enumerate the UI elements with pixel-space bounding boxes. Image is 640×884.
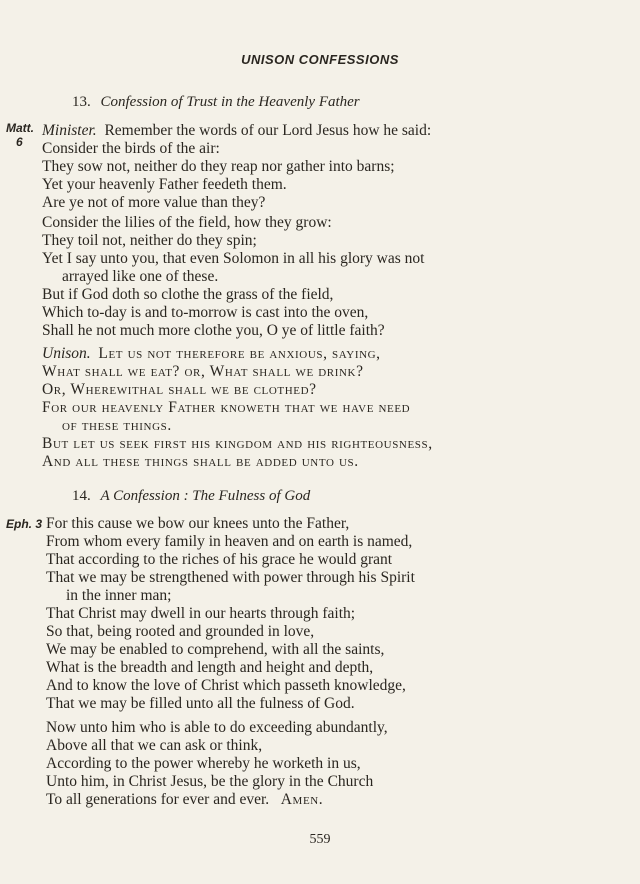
speaker-minister: Minister.: [42, 122, 97, 139]
unison-line: [42, 345, 381, 363]
unison-verse-line: And all these things shall be added unto us.: [42, 453, 359, 470]
doxology-line: According to the power whereby he worketh in us,: [46, 755, 361, 772]
verse-line: That according to the riches of his grace he would grant: [46, 551, 393, 568]
doxology-final-line: [46, 791, 323, 809]
scripture-ref-book: Matt.: [6, 121, 34, 135]
verse-line: That we may be strengthened with power through his Spirit: [46, 569, 415, 586]
verse-line: For this cause we bow our knees unto the Father,: [46, 515, 350, 532]
verse-line-continued: in the inner man;: [66, 587, 172, 604]
page-header: UNISON CONFESSIONS: [241, 52, 399, 67]
verse-line: That Christ may dwell in our hearts through faith;: [46, 605, 356, 622]
doxology-line: Above all that we can ask or think,: [46, 737, 263, 754]
verse-line: They toil not, neither do they spin;: [42, 232, 257, 249]
scripture-ref-matt: [6, 121, 34, 149]
section-13-number: 13.: [72, 94, 91, 110]
final-line-text: To all generations for ever and ever.: [46, 791, 270, 808]
unison-verse-line: What shall we eat? or, What shall we drink?: [42, 363, 364, 380]
verse-line-continued: arrayed like one of these.: [62, 268, 219, 285]
section-14-heading: [72, 488, 310, 505]
doxology-line: Now unto him who is able to do exceeding abundantly,: [46, 719, 388, 736]
verse-line: So that, being rooted and grounded in love,: [46, 623, 315, 640]
verse-line: Are ye not of more value than they?: [42, 194, 266, 211]
scripture-ref-chapter: 6: [16, 135, 23, 149]
section-14-number: 14.: [72, 488, 91, 504]
minister-text: Remember the words of our Lord Jesus how he said:: [104, 122, 432, 139]
verse-line: But if God doth so clothe the grass of the field,: [42, 286, 334, 303]
unison-verse-line: But let us seek first his kingdom and his righteousness,: [42, 435, 433, 452]
section-13-heading: [72, 94, 360, 111]
section-14-title: A Confession : The Fulness of God: [100, 488, 311, 504]
page-number: 559: [309, 832, 331, 847]
unison-verse-line-continued: of these things.: [62, 417, 172, 434]
minister-line: [42, 122, 431, 140]
section-13-title: Confession of Trust in the Heavenly Father: [100, 94, 360, 110]
verse-line: Yet your heavenly Father feedeth them.: [42, 176, 287, 193]
unison-verse-line: For our heavenly Father knoweth that we have need: [42, 399, 411, 416]
verse-line: Shall he not much more clothe you, O ye of little faith?: [42, 322, 385, 339]
verse-line: We may be enabled to comprehend, with all the saints,: [46, 641, 385, 658]
verse-line: They sow not, neither do they reap nor gather into barns;: [42, 158, 395, 175]
verse-line: Yet I say unto you, that even Solomon in all his glory was not: [42, 250, 425, 267]
speaker-unison: Unison.: [42, 345, 91, 362]
amen: Amen.: [280, 791, 324, 808]
verse-line: That we may be filled unto all the fulness of God.: [46, 695, 355, 712]
verse-line: From whom every family in heaven and on earth is named,: [46, 533, 413, 550]
verse-line: Consider the lilies of the field, how they grow:: [42, 214, 332, 231]
unison-text: Let us not therefore be anxious, saying,: [98, 345, 381, 362]
verse-line: Which to-day is and to-morrow is cast into the oven,: [42, 304, 369, 321]
doxology-line: Unto him, in Christ Jesus, be the glory in the Church: [46, 773, 374, 790]
verse-line: Consider the birds of the air:: [42, 140, 220, 157]
verse-line: And to know the love of Christ which passeth knowledge,: [46, 677, 406, 694]
verse-line: What is the breadth and length and height and depth,: [46, 659, 374, 676]
unison-verse-line: Or, Wherewithal shall we be clothed?: [42, 381, 317, 398]
scripture-ref-eph: Eph. 3: [6, 517, 43, 531]
